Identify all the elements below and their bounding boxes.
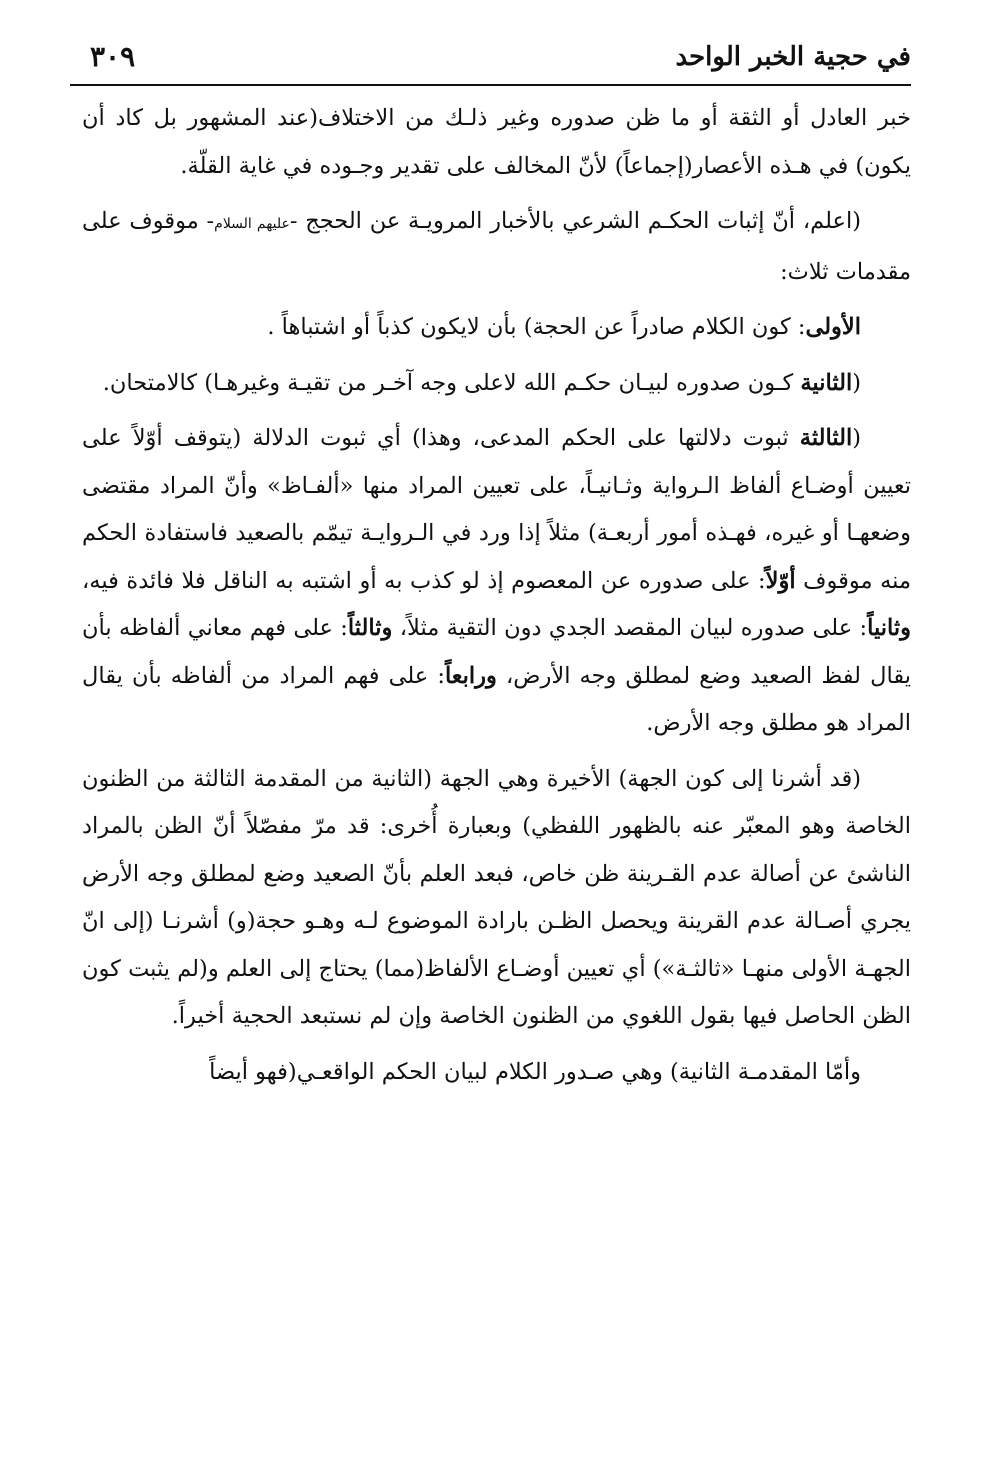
page-number: ٣٠٩ <box>90 40 136 73</box>
paragraph-6: (قد أشرنا إلى كون الجهة) الأخيرة وهي الجهة (الثانية من المقدمة الثالثة من الظنون الخاصة وهو المعبّر عنه بالظهور اللفظي) وبعبارة أُخرى: قد مرّ مفصّلاً أنّ الظن بالمراد الناشئ عن أصالة عدم القـرينة ظن خاص، فبعد العلم بأنّ الصعيد وضع لمطلق وجه الأرض يجري أصـالة عدم القرينة ويحصل الظـن بارادة الموضوع لـه وهـو حجة(و) أشرنـا (إلى انّ الجهـة الأولى منهـا «ثالثـة») أي تعيين أوضـاع الألفاظ(مما) يحتاج إلى العلم و(لم يثبت كون الظن الحاصل فيها بقول اللغوي من الظنون الخاصة وإن لم نستبعد الحجية أخيراً. <box>82 765 912 1029</box>
paragraph-1: خبر العادل أو الثقة أو ما ظن صدوره وغير ذلـك من الاختلاف(عند المشهور بل كاد أن يكون) في هـذه الأعصار(إجماعاً) لأنّ المخالف على تقدير وجـوده في غاية القلّة. <box>82 105 911 179</box>
paragraph-2 <box>82 198 911 296</box>
paragraph-3-text: : كون الكلام صادراً عن الحجة) بأن لايكون كذباً أو اشتباهاً . <box>267 314 806 340</box>
paragraph-5-text-4: : على فهم معاني ألفاظه بأن يقال لفظ الصعيد وضع لمطلق وجه الأرض، <box>82 615 911 689</box>
page-header <box>70 38 911 86</box>
paragraph-5-open: ( <box>852 425 861 451</box>
paragraph-4 <box>82 360 911 408</box>
keyword-fourthly: ورابعاً <box>444 662 497 689</box>
paragraph-5-text-3: : على صدوره لبيان المقصد الجدي دون التقية مثلاً، <box>392 615 868 641</box>
page-body <box>82 95 911 1104</box>
paragraph-2-continuation: - موقوف على مقدمات ثلاث: <box>82 208 911 285</box>
paragraph-3 <box>82 304 911 352</box>
paragraph-5-text-5: : على فهم المراد من ألفاظه بأن يقال المراد هو مطلق وجه الأرض. <box>82 662 911 736</box>
premise-second-label: الثانية <box>800 369 853 396</box>
paragraph-4-open: ( <box>852 369 861 396</box>
paragraph-7: وأمّا المقدمـة الثانية) وهي صـدور الكلام لبيان الحكم الواقعـي(فهو أيضاً <box>209 1058 861 1085</box>
paragraph-5 <box>82 415 911 748</box>
paragraph-5-text-2: : على صدوره عن المعصوم إذ لو كذب به أو اشتبه به الناقل فلا فائدة فيه، <box>82 567 766 594</box>
keyword-thirdly: وثالثاً <box>347 615 393 641</box>
paragraph-5-text-1: ثبوت دلالتها على الحكم المدعى، وهذا) أي ثبوت الدلالة (يتوقف أوّلاً على تعيين أوضـاع ألفاظ الـرواية وثـانيـاً، على تعيين المراد منها «ألفـاظ» وأنّ المراد مقتضى وضعهـا أو غيره، فهـذه أمور أربعـة) مثلاً إذا ورد في الـروايـة تيمّم بالصعيد فاستفادة الحكم منه موقوف <box>82 425 911 594</box>
honorific: عليهم السلام <box>214 216 290 232</box>
paragraph-2-text: (اعلم، أنّ إثبات الحكـم الشرعي بالأخبار المرويـة عن الحجج - <box>289 208 861 234</box>
keyword-secondly: وثانياً <box>867 615 912 641</box>
paragraph-4-text: كـون صدوره لبيـان حكـم الله لاعلى وجه آخـر من تقيـة وغيرهـا) كالامتحان. <box>102 369 801 396</box>
premise-first-label: الأولى <box>805 314 861 340</box>
premise-third-label: الثالثة <box>799 425 853 451</box>
keyword-firstly: أوّلاً <box>765 567 796 594</box>
running-title: في حجية الخبر الواحد <box>675 42 911 72</box>
